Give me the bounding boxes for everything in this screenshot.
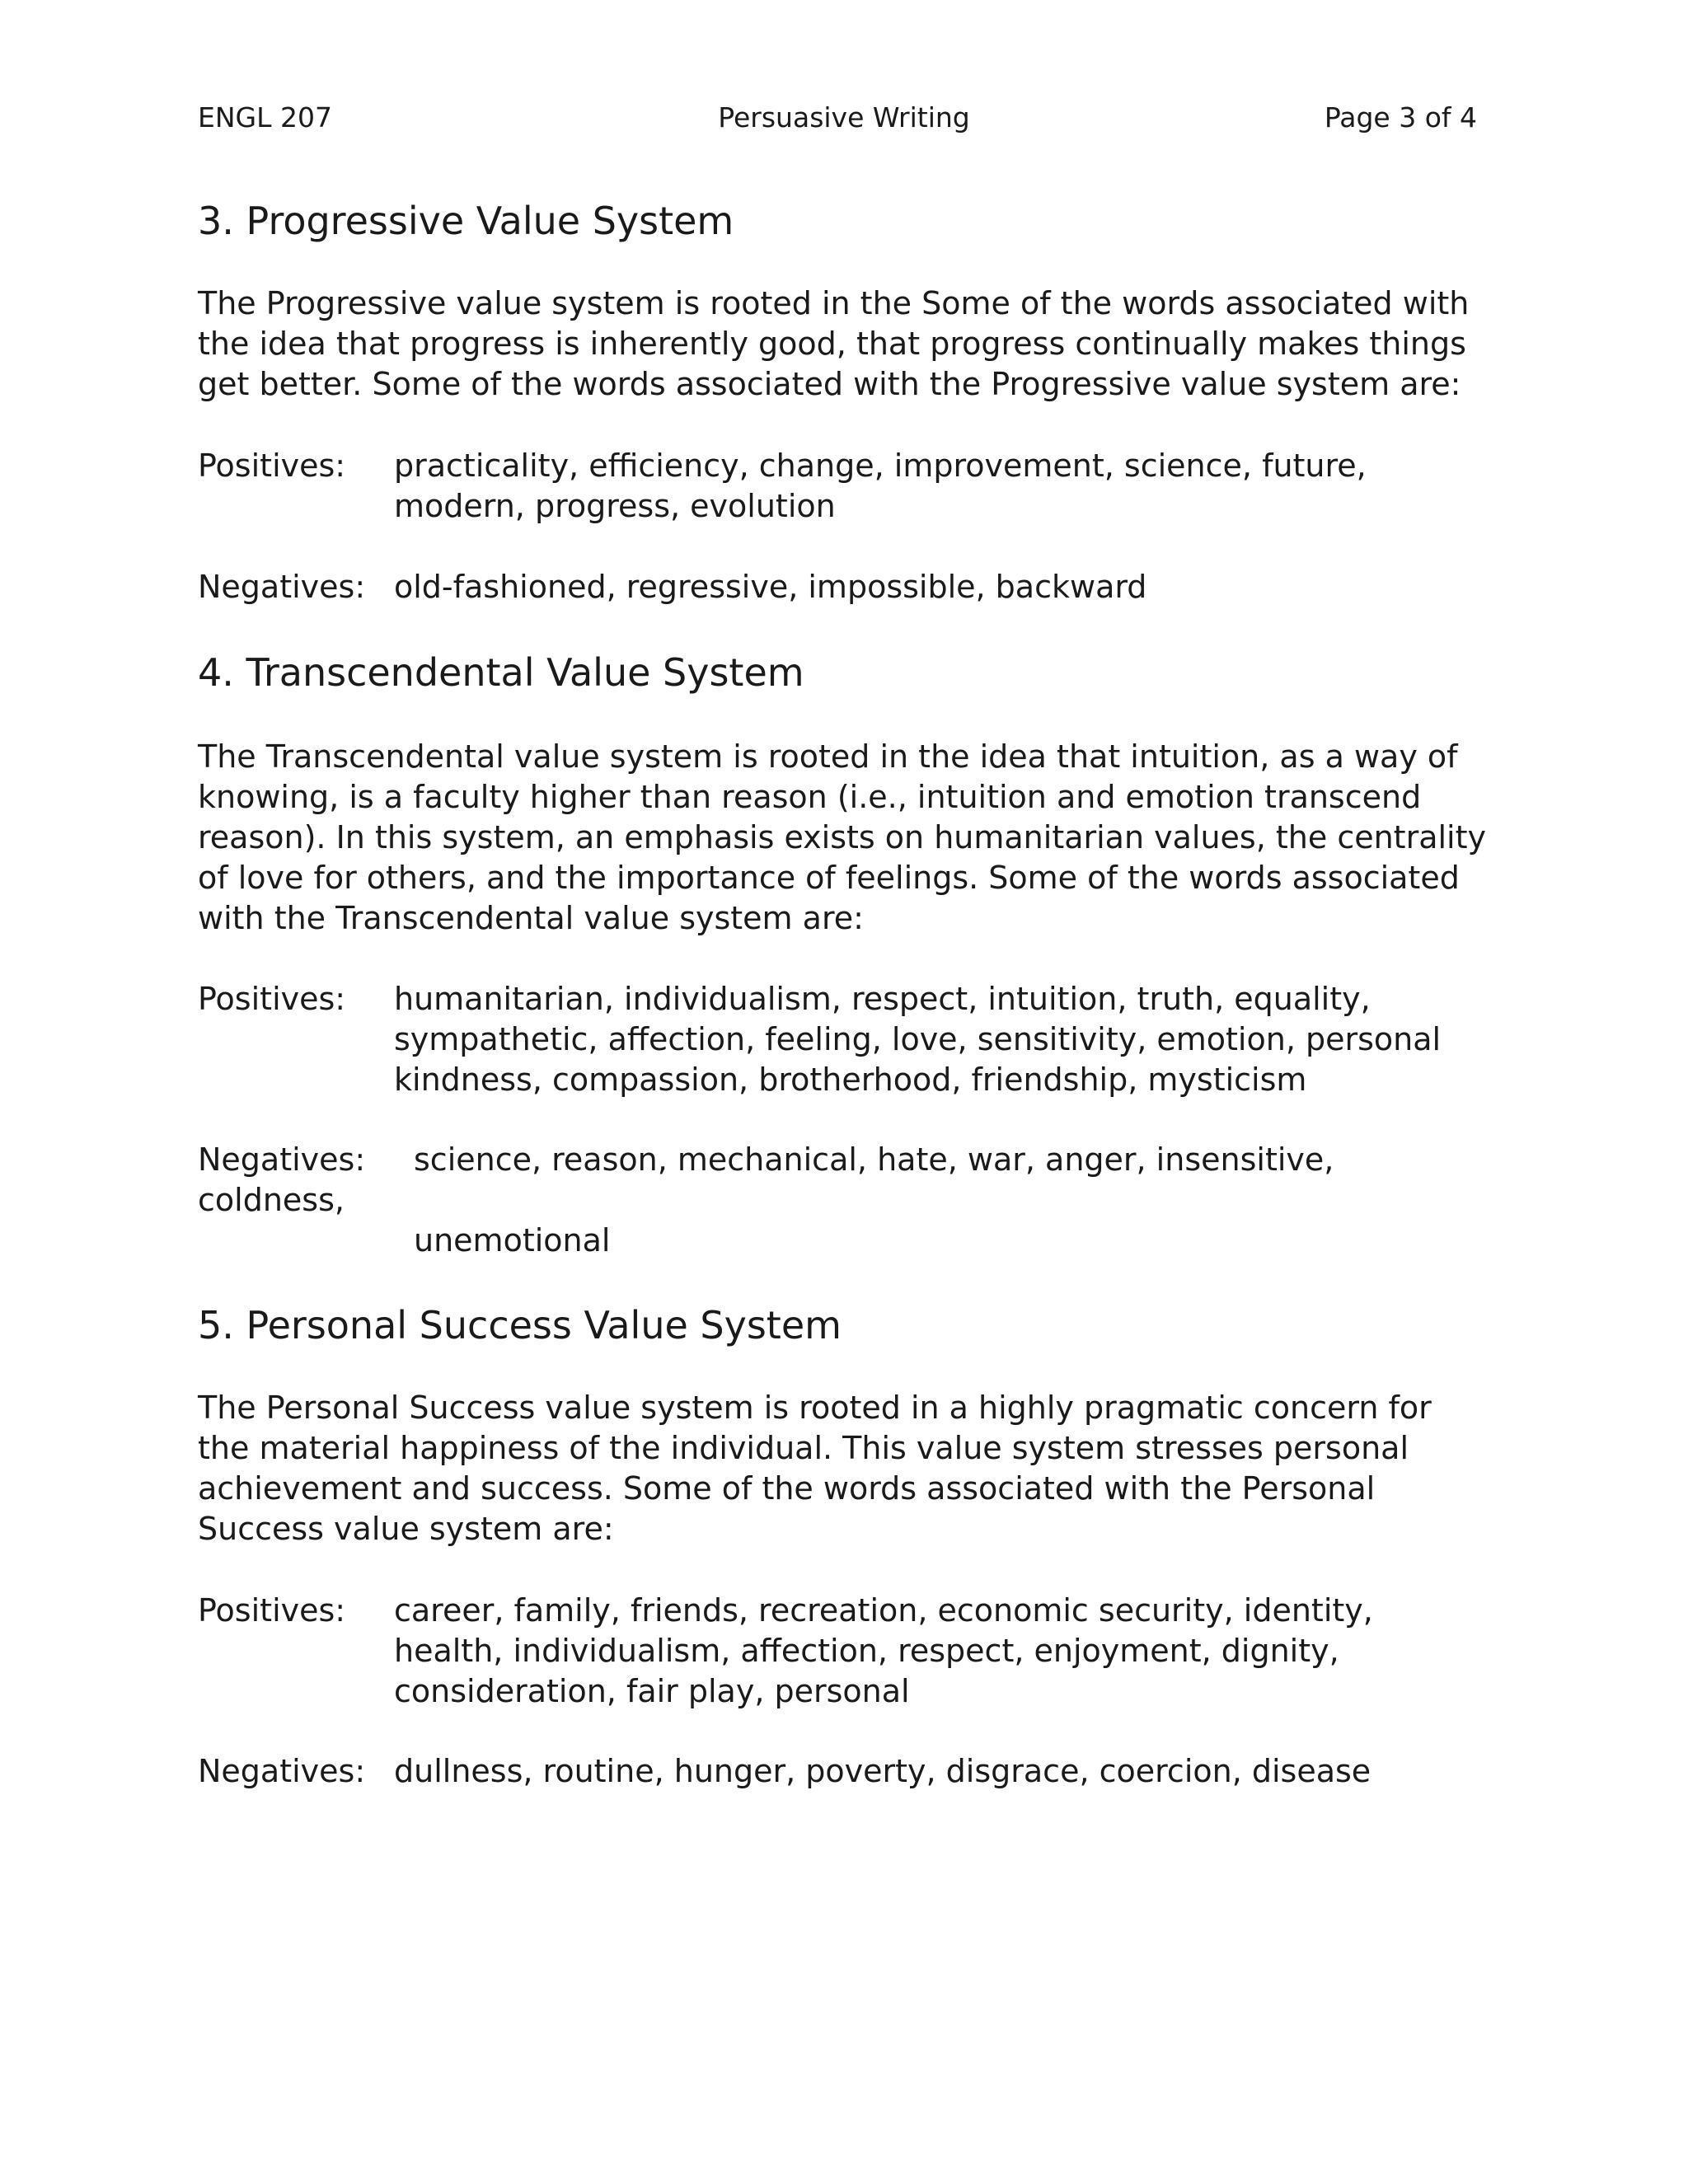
positives-label: Positives: — [198, 1592, 346, 1629]
words-line-wrapped: coldness, — [198, 1182, 345, 1218]
words-line: humanitarian, individualism, respect, intuition, truth, equality, — [394, 981, 1371, 1017]
positives-label: Positives: — [198, 448, 346, 484]
section-paragraph-personal-success — [198, 1388, 1500, 1549]
negatives-label: Negatives: — [198, 569, 366, 605]
paragraph-line: with the Transcendental value system are: — [198, 900, 864, 936]
words-line: kindness, compassion, brotherhood, friendship, mysticism — [394, 1062, 1307, 1098]
words-line: science, reason, mechanical, hate, war, anger, insensitive, — [414, 1141, 1334, 1178]
section-title-personal-success: 5. Personal Success Value System — [198, 1303, 842, 1347]
page-header — [0, 97, 1688, 138]
words-line: old-fashioned, regressive, impossible, backward — [394, 569, 1147, 605]
negatives-words — [394, 1751, 1371, 1792]
paragraph-line: get better. Some of the words associated with the Progressive value system are: — [198, 366, 1461, 402]
negatives-words — [394, 567, 1146, 607]
positives-words — [394, 1591, 1373, 1712]
positives-words — [394, 979, 1441, 1100]
paragraph-line: Success value system are: — [198, 1511, 614, 1547]
positives-words — [394, 446, 1367, 527]
words-line: health, individualism, affection, respect, enjoyment, dignity, — [394, 1633, 1339, 1669]
section-paragraph-transcendental — [198, 737, 1500, 939]
paragraph-line: The Progressive value system is rooted in the Some of the words associated with — [198, 285, 1470, 321]
paragraph-line: of love for others, and the importance of feelings. Some of the words associated — [198, 860, 1460, 896]
words-line: unemotional — [414, 1222, 611, 1258]
words-line: consideration, fair play, personal — [394, 1673, 910, 1709]
course-code: ENGL 207 — [198, 101, 332, 134]
document-title: Persuasive Writing — [718, 101, 970, 134]
paragraph-line: reason). In this system, an emphasis exists on humanitarian values, the centrality — [198, 819, 1486, 855]
negatives-words — [414, 1140, 1334, 1261]
paragraph-line: knowing, is a faculty higher than reason (i.e., intuition and emotion transcend — [198, 779, 1422, 815]
words-line: career, family, friends, recreation, economic security, identity, — [394, 1592, 1373, 1629]
words-line: sympathetic, affection, feeling, love, sensitivity, emotion, personal — [394, 1021, 1442, 1057]
words-line: modern, progress, evolution — [394, 488, 836, 524]
paragraph-line: the material happiness of the individual. This value system stresses personal — [198, 1430, 1409, 1466]
paragraph-line: achievement and success. Some of the words associated with the Personal — [198, 1470, 1376, 1507]
paragraph-line: The Transcendental value system is rooted in the idea that intuition, as a way of — [198, 738, 1458, 775]
negatives-label: Negatives: — [198, 1753, 366, 1789]
paragraph-line: The Personal Success value system is rooted in a highly pragmatic concern for — [198, 1390, 1432, 1426]
words-line: dullness, routine, hunger, poverty, disgrace, coercion, disease — [394, 1753, 1372, 1789]
paragraph-line: the idea that progress is inherently good, that progress continually makes things — [198, 326, 1466, 362]
section-title-transcendental: 4. Transcendental Value System — [198, 650, 804, 695]
negatives-label: Negatives: — [198, 1141, 366, 1178]
section-paragraph-progressive — [198, 284, 1500, 405]
positives-label: Positives: — [198, 981, 346, 1017]
words-line: practicality, efficiency, change, improvement, science, future, — [394, 448, 1367, 484]
page-number: Page 3 of 4 — [1324, 101, 1477, 134]
section-title-progressive: 3. Progressive Value System — [198, 199, 734, 243]
